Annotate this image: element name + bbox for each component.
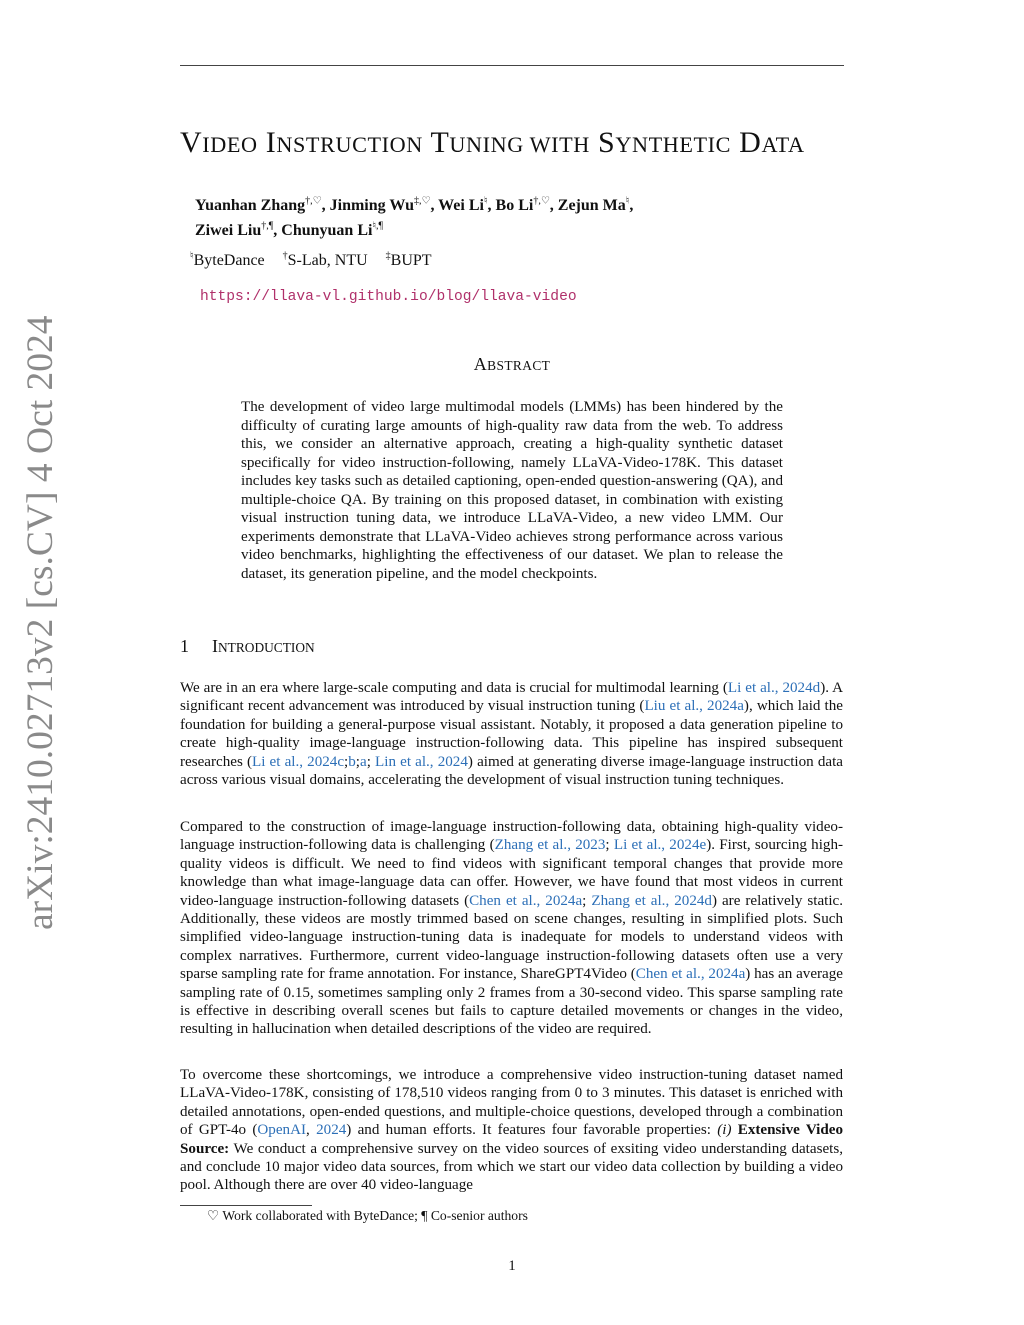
footnote: ♡ Work collaborated with ByteDance; ¶ Co-senior authors (207, 1208, 528, 1223)
affiliation: †S-Lab, NTU (282, 251, 368, 270)
citation-link[interactable]: Li et al., 2024e (613, 837, 707, 854)
affiliation: ‡BUPT (385, 251, 432, 270)
intro-paragraph-1: We are in an era where large-scale computing and data is crucial for multimodal learning (Li et al., 2024d). A significant recent advancement was introduced by visual instruction tuning (Liu et al., 2024a), which laid the foundation for building a general-purpose visual assistant. Notably, it proposed a data generation pipeline to create high-quality image-language instruction-following data. This pipeline has inspired subsequent researches (Li et al., 2024c;b;a; Lin et al., 2024) aimed at generating diverse image-language instruction data across various visual domains, accelerating the development of visual instruction tuning techniques. (180, 680, 843, 789)
citation-link[interactable]: Chen et al., 2024a (635, 966, 746, 983)
citation-link[interactable]: b (348, 753, 356, 770)
author: Ziwei Liu†,¶, (195, 220, 282, 239)
author: Wei Li♮, (438, 196, 496, 215)
author: Jinming Wu‡,♡, (329, 196, 439, 215)
citation-link[interactable]: Lin et al., 2024 (375, 753, 468, 770)
footnote-rule (180, 1205, 312, 1206)
section-heading-introduction: 1 INTRODUCTION (180, 636, 315, 656)
author-list (195, 192, 755, 241)
intro-paragraph-2: Compared to the construction of image-language instruction-following data, obtaining high-quality video-language instruction-following data is challenging (Zhang et al., 2023; Li et al., 2024e). First, sourcing high-quality videos is difficult. We need to find videos with significant temporal changes that provide more knowledge than what image-language data can offer. However, we have found that most videos in current video-language instruction-following datasets (Chen et al., 2024a; Zhang et al., 2024d) are relatively static. Additionally, these videos are mostly trimmed based on scene changes, resulting in simplified plots. Such simplified video-language instruction-tuning data is inadequate for models to understand videos with complex narratives. Furthermore, current video-language instruction-following datasets often use a very sparse sampling rate for frame annotation. For instance, ShareGPT4Video (Chen et al., 2024a) has an average sampling rate of 0.15, sometimes sampling only 2 frames from a 30-second video. This sparse sampling rate is effective in describing overall scenes but fails to capture detailed movements or changes in the video, resulting in hallucination when detailed descriptions of the video are required. (180, 819, 844, 1038)
citation-link[interactable]: a (360, 753, 367, 770)
abstract-heading: ABSTRACT (473, 354, 551, 374)
citation-link[interactable]: Zhang et al., 2024d (591, 892, 712, 909)
citation-link[interactable]: Li et al., 2024d (727, 680, 821, 696)
affiliation: ♮ByteDance (190, 251, 265, 270)
author: Bo Li†,♡, (495, 196, 558, 215)
citation-link[interactable]: OpenAI (257, 1122, 307, 1139)
citation-link[interactable]: Chen et al., 2024a (469, 892, 583, 909)
author: Zejun Ma♮, (557, 196, 634, 215)
page-number: 1 (508, 1258, 516, 1274)
arxiv-identifier: arXiv:2410.02713v2 [cs.CV] 4 Oct 2024 (20, 315, 61, 930)
enumeration-marker: (i) (717, 1122, 732, 1139)
citation-link[interactable]: Liu et al., 2024a (644, 698, 744, 715)
author: Chunyuan Li♮,¶ (281, 220, 384, 239)
citation-link[interactable]: 2024 (316, 1122, 347, 1139)
property-label: Extensive Video Source: (180, 1122, 843, 1157)
citation-link[interactable]: Zhang et al., 2023 (494, 837, 606, 854)
author: Yuanhan Zhang†,♡, (195, 196, 330, 215)
project-url-link[interactable]: https://llava-vl.github.io/blog/llava-video (200, 289, 577, 305)
intro-paragraph-3: To overcome these shortcomings, we introduce a comprehensive video instruction-tuning dataset named LLaVA-Video-178K, consisting of 178,510 videos ranging from 0 to 3 minutes. This dataset is enriched with detailed annotations, open-ended questions, and multiple-choice questions, developed through a combination of GPT-4o (OpenAI, 2024) and human efforts. It features four favorable properties: (i) Extensive Video Source: We conduct a comprehensive survey on the video sources of exsiting video understanding datasets, and conclude 10 major video data sources, from which we start our video data collection by building a video pool. Although there are over 40 video-language (180, 1067, 843, 1194)
affiliations (190, 251, 432, 270)
citation-link[interactable]: Li et al., 2024c (252, 753, 345, 770)
paper-title: VIDEO INSTRUCTION TUNING WITH SYNTHETIC DATA (180, 126, 805, 159)
top-rule (180, 65, 844, 66)
abstract-text: The development of video large multimodal models (LMMs) has been hindered by the difficulty of curating large amounts of high-quality raw data from the web. To address this, we consider an alternative approach, creating a high-quality synthetic dataset specifically for video instruction-following, namely LLaVA-Video-178K. This dataset includes key tasks such as detailed captioning, open-ended question-answering (QA), and multiple-choice QA. By training on this proposed dataset, in combination with existing visual instruction tuning data, we introduce LLaVA-Video, a new video LMM. Our experiments demonstrate that LLaVA-Video achieves strong performance across various video benchmarks, highlighting the effectiveness of our dataset. We plan to release the dataset, its generation pipeline, and the model checkpoints. (241, 399, 783, 582)
